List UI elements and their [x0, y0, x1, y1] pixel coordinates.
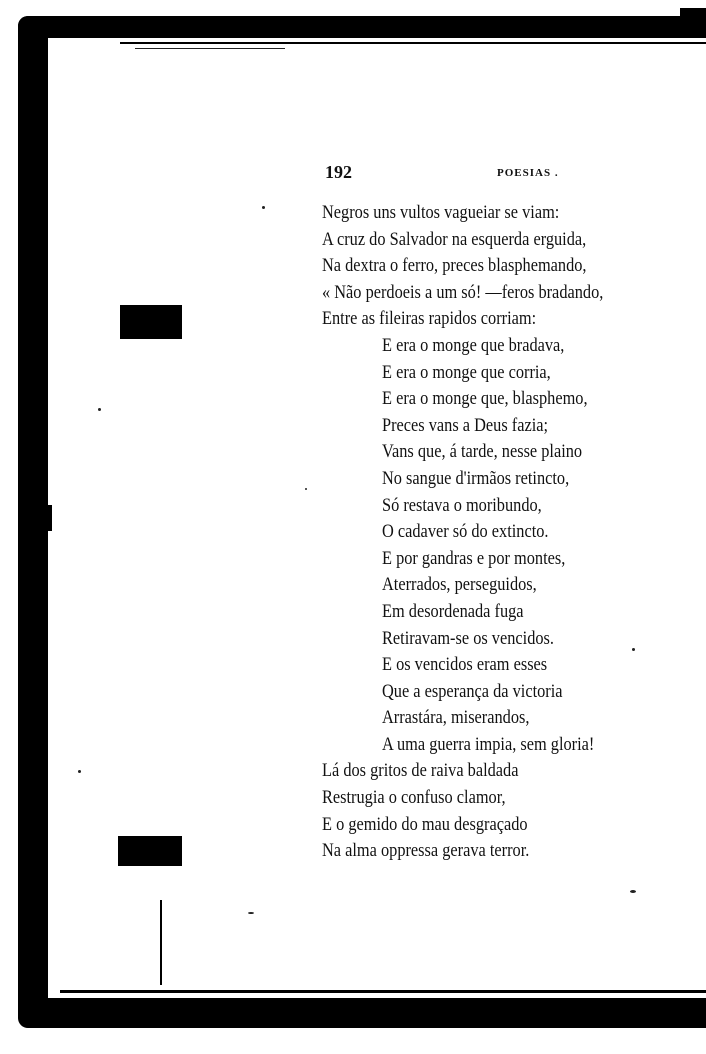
poem-line: E era o monge que, blasphemo, [382, 388, 588, 410]
poem-line: Aterrados, perseguidos, [382, 574, 537, 596]
speck [248, 912, 254, 914]
poem-line: Negros uns vultos vagueiar se viam: [322, 202, 560, 223]
poem-line: Só restava o moribundo, [382, 494, 542, 516]
poem-line: Vans que, á tarde, nesse plaino [382, 441, 583, 463]
poem-line: A uma guerra impia, sem gloria! [382, 733, 595, 755]
poem-line: E os vencidos eram esses [382, 654, 548, 676]
margin-mark [44, 505, 52, 531]
binding-smudge-upper [120, 305, 182, 339]
page-number: 192 [325, 162, 352, 182]
speck [78, 770, 81, 773]
scan-rule-bottom [60, 990, 706, 993]
poem-line: Na dextra o ferro, preces blasphemando, [322, 255, 587, 277]
poem-line: Entre as fileiras rapidos corriam: [322, 308, 537, 330]
scan-border-top [18, 16, 706, 38]
scan-border-notch [680, 8, 706, 22]
poem-text [322, 200, 702, 865]
poem-line: No sangue d'irmãos retincto, [382, 467, 570, 489]
binding-smudge-lower [118, 836, 182, 866]
scan-rule-top-thin [135, 48, 285, 49]
poem-line: Em desordenada fuga [382, 600, 524, 622]
poem-line: E era o monge que corria, [382, 361, 551, 383]
poem-line: O cadaver só do extincto. [382, 521, 549, 543]
poem-line: E era o monge que bradava, [382, 334, 565, 356]
scan-border-bottom [18, 998, 706, 1028]
poem-line: Lá dos gritos de raiva baldada [322, 760, 519, 782]
poem-line: Retiravam-se os vencidos. [382, 627, 554, 649]
running-title: POESIAS . [497, 167, 559, 179]
poem-line: E o gemido do mau desgraçado [322, 813, 528, 835]
speck [262, 206, 265, 209]
speck [98, 408, 101, 411]
poem-line: Arrastára, miserandos, [382, 707, 530, 729]
poem-line: Restrugia o confuso clamor, [322, 787, 506, 809]
margin-mark-2 [160, 900, 162, 985]
poem-line: E por gandras e por montes, [382, 547, 566, 569]
page-header [325, 162, 575, 186]
speck [630, 890, 636, 893]
poem-line: Preces vans a Deus fazia; [382, 414, 549, 436]
poem-line: Na alma oppressa gerava terror. [322, 840, 530, 862]
poem-line: A cruz do Salvador na esquerda erguida, [322, 228, 587, 250]
poem-line: « Não perdoeis a um só! —feros bradando, [322, 281, 604, 303]
speck [305, 488, 307, 490]
poem-line: Que a esperança da victoria [382, 680, 563, 702]
scan-rule-top [120, 42, 706, 44]
